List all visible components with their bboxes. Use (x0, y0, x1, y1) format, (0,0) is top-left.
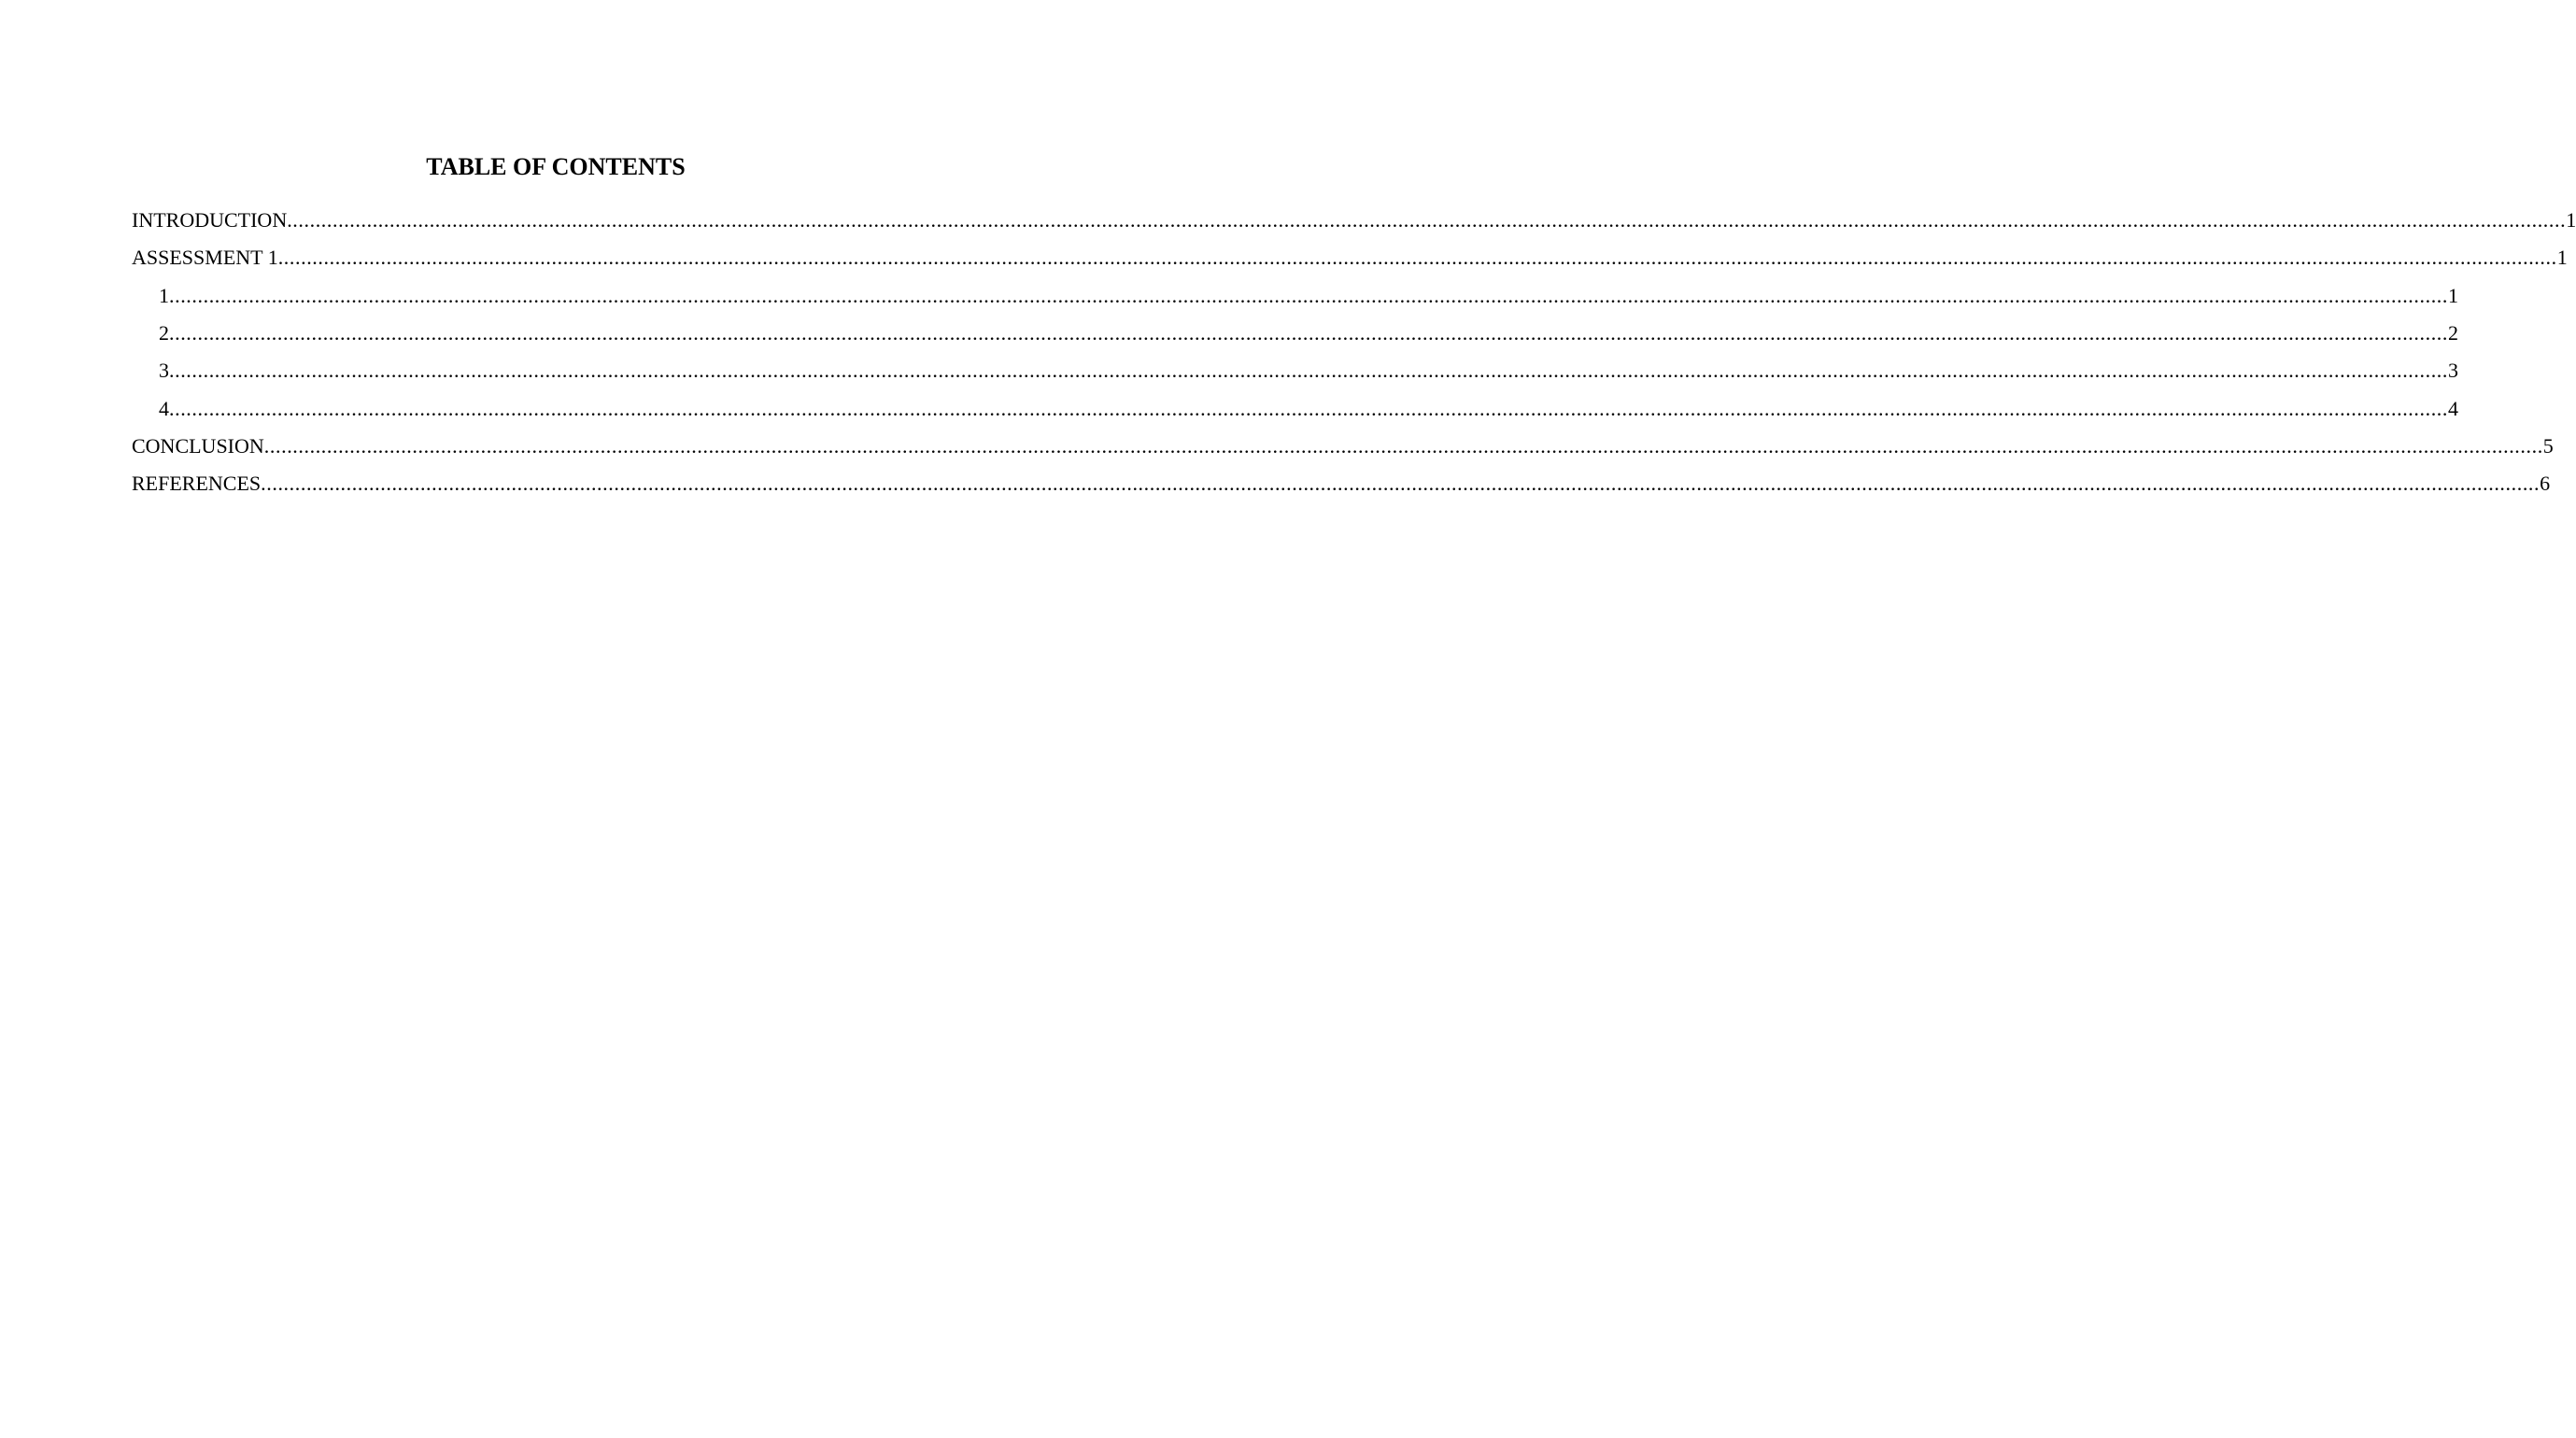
toc-entry-label: REFERENCES (132, 472, 262, 495)
toc-entry-page-number: 4 (2448, 397, 2458, 420)
toc-entry-introduction[interactable] (132, 205, 2576, 235)
toc-dot-leader: ................................................................................................................................................................................................................................................................................................................................................................................................................ (169, 359, 2448, 382)
toc-entry-conclusion[interactable] (132, 431, 2554, 461)
toc-entry-sub-4[interactable] (159, 394, 2458, 424)
toc-entry-label: 1 (159, 284, 169, 307)
toc-entry-label: ASSESSMENT 1 (132, 246, 278, 269)
toc-entry-page-number: 1 (2556, 246, 2568, 269)
toc-entry-page-number: 2 (2448, 321, 2458, 345)
toc-entry-page-number: 3 (2448, 359, 2458, 382)
toc-dot-leader: ................................................................................................................................................................................................................................................................................................................................................................................................................ (287, 208, 2567, 232)
toc-entry-page-number: 6 (2540, 472, 2551, 495)
toc-entry-label: 4 (159, 397, 169, 420)
toc-title: TABLE OF CONTENTS (426, 153, 686, 180)
toc-entry-assessment-1[interactable] (132, 243, 2568, 273)
toc-entry-label: INTRODUCTION (132, 208, 288, 232)
toc-entry-sub-2[interactable] (159, 318, 2458, 348)
toc-entry-page-number: 1 (2448, 284, 2458, 307)
toc-dot-leader: ................................................................................................................................................................................................................................................................................................................................................................................................................ (263, 434, 2543, 458)
toc-entry-sub-3[interactable] (159, 356, 2458, 386)
toc-dot-leader: ................................................................................................................................................................................................................................................................................................................................................................................................................ (261, 472, 2541, 495)
toc-entry-page-number: 5 (2542, 434, 2554, 458)
toc-dot-leader: ................................................................................................................................................................................................................................................................................................................................................................................................................ (169, 321, 2448, 345)
toc-entry-sub-1[interactable] (159, 281, 2458, 311)
toc-dot-leader: ................................................................................................................................................................................................................................................................................................................................................................................................................ (277, 246, 2557, 269)
toc-entry-page-number: 1 (2566, 208, 2576, 232)
toc-entry-references[interactable] (132, 469, 2551, 499)
toc-entry-label: CONCLUSION (132, 434, 264, 458)
toc-dot-leader: ................................................................................................................................................................................................................................................................................................................................................................................................................ (169, 397, 2448, 420)
toc-entry-label: 2 (159, 321, 169, 345)
toc-dot-leader: ................................................................................................................................................................................................................................................................................................................................................................................................................ (169, 284, 2448, 307)
toc-entry-label: 3 (159, 359, 169, 382)
